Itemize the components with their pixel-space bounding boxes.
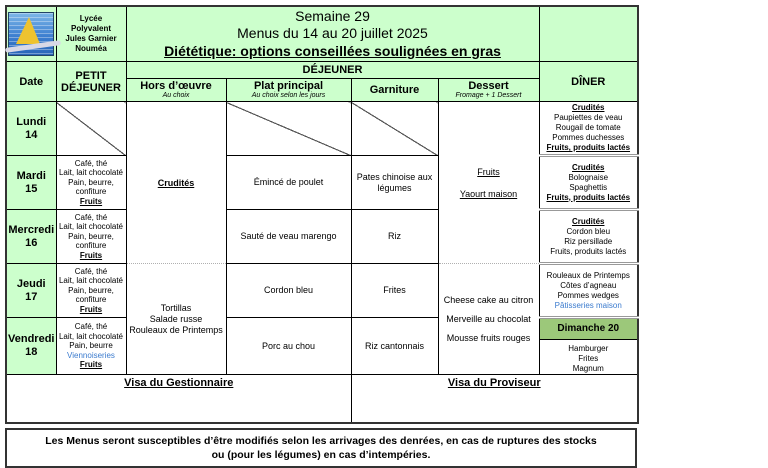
dinner-item: Fruits, produits lactés [550, 246, 627, 256]
dinner-item: Riz persillade [564, 236, 613, 246]
col-header-dessert: Dessert Fromage + 1 Dessert [438, 79, 539, 102]
dimanche-header: Dimanche 20 [540, 319, 638, 340]
breakfast-item: Pain, beurre [69, 341, 113, 351]
school-logo-icon [8, 12, 54, 56]
main-mercredi: Sauté de veau marengo [226, 210, 351, 264]
dessert-lun-mer [438, 102, 539, 264]
dessert-item: Yaourt maison [459, 188, 518, 199]
dinner-item: Frites [578, 354, 599, 363]
dessert-jeu-ven [438, 264, 539, 375]
breakfast-item: Fruits [79, 250, 103, 260]
breakfast-item: Pain, beurre, confiture [68, 231, 114, 251]
school-line: Lycée [79, 14, 103, 23]
dinner-mercredi [539, 210, 638, 264]
dinner-lundi [539, 102, 638, 156]
dimanche-items [540, 340, 638, 374]
school-line: Jules Garnier [65, 34, 117, 43]
main-vendredi: Porc au chou [226, 318, 351, 375]
breakfast-item: Lait, lait chocolaté [58, 276, 124, 286]
breakfast-item: Lait, lait chocolaté [58, 222, 124, 232]
breakfast-item: Café, thé [74, 212, 108, 222]
dinner-item: Rougail de tomate [555, 123, 621, 132]
col-header-dinner: DÎNER [539, 62, 638, 102]
starter-note: Au choix [162, 92, 190, 99]
side-jeudi: Frites [351, 264, 438, 318]
side-lundi-empty [351, 102, 438, 156]
school-line: Nouméa [75, 44, 107, 53]
logo-triangle [16, 17, 40, 44]
breakfast-item: Café, thé [74, 158, 108, 168]
visa-proviseur: Visa du Proviseur [351, 375, 638, 424]
col-header-date: Date [6, 62, 56, 102]
dinner-item: Crudités [572, 162, 605, 172]
starter-lun-mer [126, 102, 226, 264]
title-block [126, 6, 539, 62]
starter-item: Rouleaux de Printemps [129, 324, 223, 335]
breakfast-item: Café, thé [74, 266, 108, 276]
starter-item: Crudités [157, 177, 195, 188]
side-mardi: Pates chinoise aux légumes [351, 156, 438, 210]
starter-jeu-ven [126, 264, 226, 375]
dinner-mardi [539, 156, 638, 210]
dinner-item: Pommes wedges [557, 290, 619, 300]
starter-item: Salade russe [149, 313, 203, 324]
dinner-item-patisseries: Pâtisseries maison [554, 300, 622, 310]
breakfast-item: Fruits [79, 304, 103, 314]
dinner-item: Côtes d’agneau [560, 280, 617, 290]
dinner-item: Spaghettis [569, 182, 608, 192]
dinner-item: Cordon bleu [566, 226, 611, 236]
dinner-item: Hamburger [568, 344, 609, 353]
header-empty-cell [539, 6, 638, 62]
day-mercredi: Mercredi 16 [6, 210, 56, 264]
dinner-vendredi [539, 318, 638, 375]
starter-item: Tortillas [160, 302, 192, 313]
dinner-item: Paupiettes de veau [554, 113, 623, 122]
main-lundi-empty [226, 102, 351, 156]
dinner-item: Fruits, produits lactés [546, 143, 631, 152]
dinner-item: Magnum [572, 364, 604, 373]
side-vendredi: Riz cantonnais [351, 318, 438, 375]
main-note: Au choix selon les jours [251, 92, 326, 99]
date-range-title: Menus du 14 au 20 juillet 2025 [237, 25, 428, 41]
dessert-item: Cheese cake au citron [443, 294, 534, 305]
main-mardi: Émincé de poulet [226, 156, 351, 210]
breakfast-item: Fruits [79, 360, 103, 370]
week-title: Semaine 29 [295, 8, 370, 24]
col-header-starter: Hors d’œuvre Au choix [126, 79, 226, 102]
breakfast-item: Lait, lait chocolaté [58, 168, 124, 178]
day-lundi: Lundi 14 [6, 102, 56, 156]
diet-note: Diététique: options conseillées soulignées en gras [164, 43, 501, 59]
dinner-jeudi [539, 264, 638, 318]
dessert-item: Fruits [477, 166, 500, 177]
breakfast-item-viennoiseries: Viennoiseries [67, 350, 115, 360]
school-name [56, 6, 126, 62]
visa-gestionnaire: Visa du Gestionnaire [6, 375, 351, 424]
dessert-item: Merveille au chocolat [446, 313, 531, 324]
dessert-item: Mousse fruits rouges [446, 332, 531, 343]
breakfast-vendredi [56, 318, 126, 375]
main-jeudi: Cordon bleu [226, 264, 351, 318]
side-mercredi: Riz [351, 210, 438, 264]
col-header-main: Plat principal Au choix selon les jours [226, 79, 351, 102]
disclaimer-line: Les Menus seront susceptibles d’être modifiés selon les arrivages des denrées, en cas de ruptures des stocks [45, 435, 597, 447]
col-header-lunch: DÉJEUNER [126, 62, 539, 79]
dinner-item: Crudités [572, 216, 605, 226]
menu-table [5, 5, 639, 424]
breakfast-item: Pain, beurre, confiture [68, 177, 114, 197]
col-header-breakfast: PETIT DÉJEUNER [56, 62, 126, 102]
dinner-item: Bolognaise [568, 172, 609, 182]
dinner-item: Rouleaux de Printemps [546, 270, 630, 280]
breakfast-lundi-empty [56, 102, 126, 156]
school-line: Polyvalent [70, 24, 111, 33]
breakfast-item: Fruits [79, 196, 103, 206]
day-mardi: Mardi 15 [6, 156, 56, 210]
breakfast-item: Café, thé [74, 322, 108, 332]
breakfast-item: Lait, lait chocolaté [58, 331, 124, 341]
day-jeudi: Jeudi 17 [6, 264, 56, 318]
breakfast-mardi [56, 156, 126, 210]
dinner-item: Crudités [572, 103, 605, 112]
breakfast-jeudi [56, 264, 126, 318]
day-vendredi: Vendredi 18 [6, 318, 56, 375]
disclaimer-banner [5, 428, 637, 468]
dinner-item: Fruits, produits lactés [546, 192, 631, 202]
logo-cell [6, 6, 56, 62]
disclaimer-line: ou (pour les légumes) en cas d’intempéries. [211, 449, 431, 461]
breakfast-item: Pain, beurre, confiture [68, 285, 114, 305]
dinner-item: Pommes duchesses [552, 133, 625, 142]
dessert-note: Fromage + 1 Dessert [455, 92, 522, 99]
breakfast-mercredi [56, 210, 126, 264]
col-header-side: Garniture [351, 79, 438, 102]
